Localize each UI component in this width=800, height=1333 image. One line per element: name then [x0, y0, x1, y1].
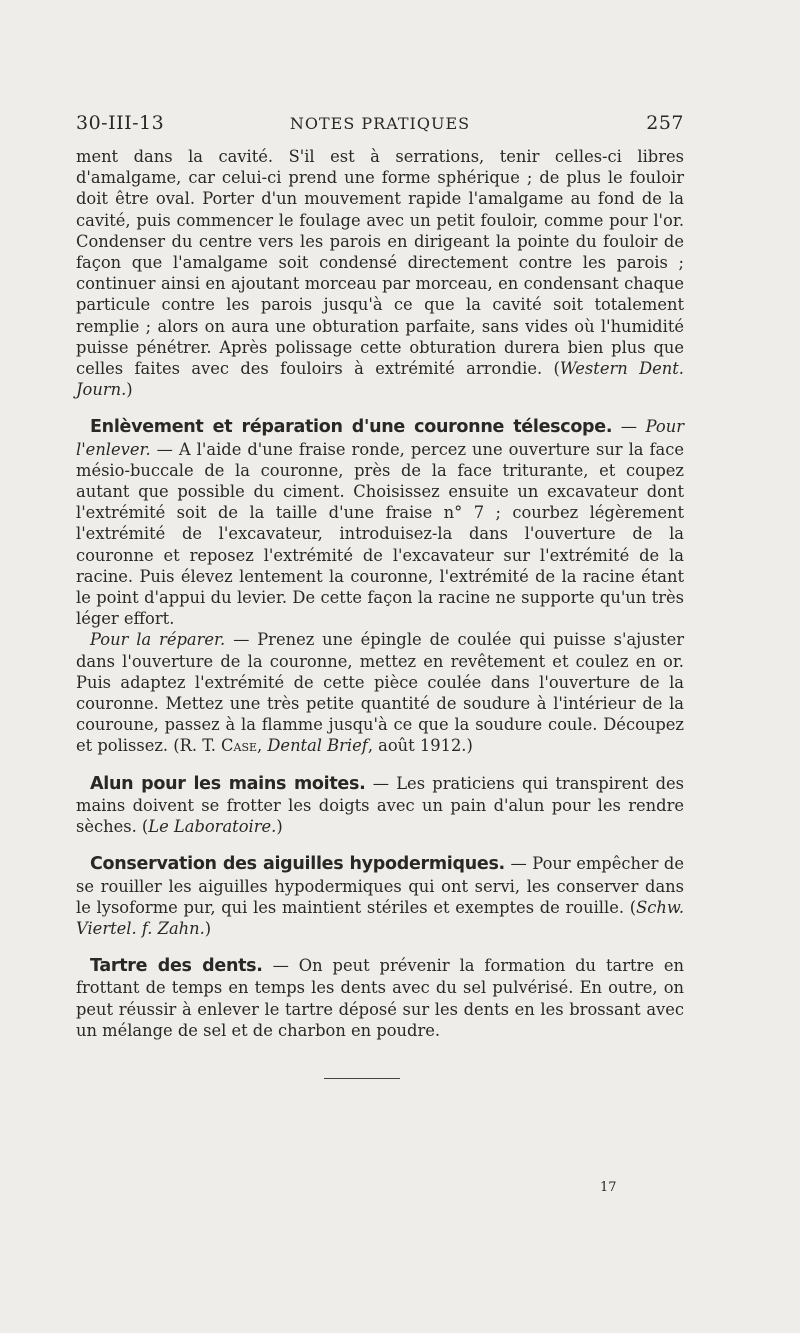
title-dash: — [612, 417, 646, 437]
paren-open: ( [553, 359, 560, 379]
article-alun [76, 773, 684, 838]
subheading-repair: Pour la réparer. [90, 630, 226, 650]
header-section: NOTES PRATIQUES [289, 114, 471, 133]
header-date: 30-III-13 [76, 112, 165, 134]
section-divider [324, 1078, 400, 1079]
article-title: Tartre des dents. [90, 956, 263, 977]
subheading-remove: Pour l'enlever. [76, 417, 684, 459]
paren-close: ) [276, 817, 283, 837]
signature-mark: 17 [600, 1180, 617, 1195]
article-crown-repair [76, 629, 684, 756]
article-tartar [76, 955, 684, 1041]
article-text: — Les praticiens qui transpirent des mains doivent se frotter les doigts avec un pain d'alun pour les rendre sèches. ( [76, 773, 685, 837]
paren-close: ) [126, 380, 133, 400]
running-header [76, 112, 684, 140]
article-title: Alun pour les mains moites. [90, 773, 366, 794]
article-crown-removal [76, 416, 684, 629]
article-title: Conservation des aiguilles hypodermiques. [90, 854, 505, 875]
article-date: , août 1912.) [367, 736, 473, 756]
article-needles [76, 853, 684, 939]
article-text: — Pour empêcher de se rouiller les aiguilles hypodermiques qui ont servi, les conserver dans le lysoforme pur, qui les maintient stériles et exemptes de rouille. ( [76, 854, 684, 917]
page-body [76, 146, 684, 1041]
page-number: 257 [646, 112, 684, 134]
article-source: Schw. Viertel. f. Zahn. [76, 897, 684, 938]
article-title: Enlèvement et réparation d'une couronne télescope. [90, 417, 613, 438]
article-text: — A l'aide d'une fraise ronde, percez une ouverture sur la face mésio-buccale de la couronne, près de la face triturante, et coupez autant que possible du ciment. Choisissez ensuite un excavateur dont l'extrémité soit de la taille d'une fraise n° 7 ; courbez légèrement l'extrémité de l'excavateur, introduisez-la dans l'ouverture de la couronne et reposez l'extrémité de l'excavateur sur l'extrémité de la racine. Puis élevez lentement la couronne, l'extrémité de la racine étant le point d'appui du levier. De cette façon la racine ne supporte qu'un très léger effort. [76, 439, 684, 629]
author-name: Case [221, 736, 258, 756]
article-text: — Prenez une épingle de coulée qui puisse s'ajuster dans l'ouverture de la couronne, mettez en revêtement et coulez en or. Puis adaptez l'extrémité de cette pièce coulée dans l'ouverture de la couronne. Mettez une très petite quantité de soudure à l'intérieur de la couroune, passez à la flamme jusqu'à ce que la soudure coule. Découpez et polissez. (R. T. [76, 630, 684, 756]
article-text: — On peut prévenir la formation du tartre en frottant de temps en temps les dents avec du sel pulvérisé. En outre, on peut réussir à enlever le tartre déposé sur les dents en les brossant avec un mélange de sel et de charbon en poudre. [76, 956, 684, 1040]
paren-close: ) [204, 918, 212, 938]
continuation-text: ment dans la cavité. S'il est à serrations, tenir celles-ci libres d'amalgame, car celui-ci prend une forme sphérique ; de plus le fouloir doit être oval. Porter d'un mouvement rapide l'amalgame au fond de la cavité, puis commencer le foulage avec un petit fouloir, comme pour l'or. Condenser du centre vers les parois en dirigeant la pointe du fouloir de façon que l'amalgame soit condensé directement contre les parois ; continuer ainsi en ajoutant morceau par morceau, en condensant chaque particule contre les parois jusqu'à ce que la cavité soit totalement remplie ; alors on aura une obturation parfaite, sans vides où l'humidité puisse pénétrer. Après polissage cette obturation durera bien plus que celles faites avec des fouloirs à extrémité arrondie. [76, 147, 684, 379]
article-source: Dental Brief [267, 736, 368, 756]
separator: , [257, 736, 268, 756]
continuation-paragraph [76, 146, 684, 400]
article-source: Le Laboratoire. [148, 817, 277, 837]
continuation-source: Western Dent. Journ. [76, 359, 684, 400]
